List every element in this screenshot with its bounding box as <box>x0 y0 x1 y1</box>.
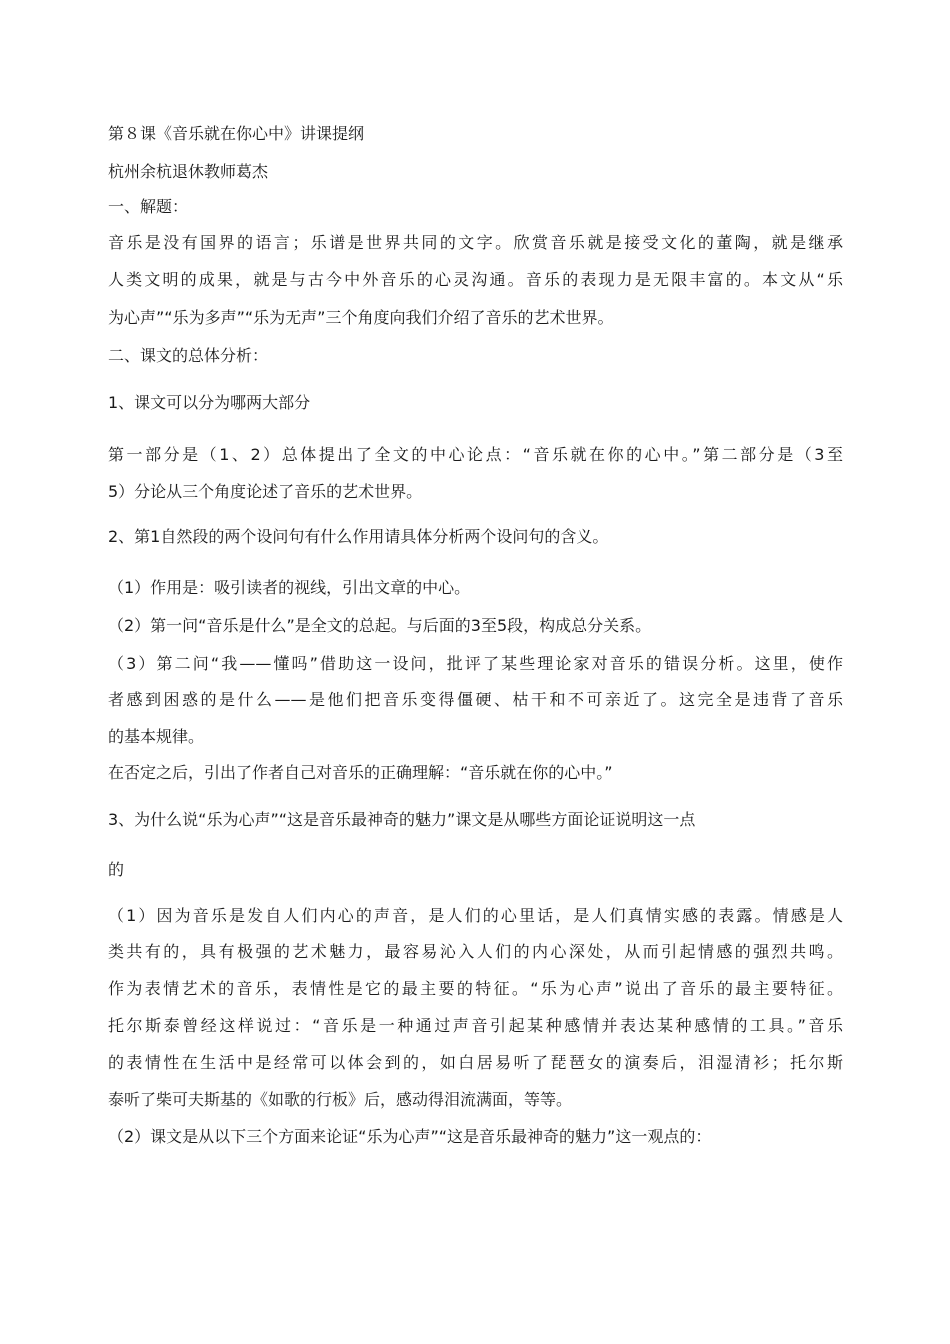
paragraph-line: 第一部分是（1、2）总体提出了全文的中心论点：“音乐就在你的心中。”第二部分是（3至 <box>108 445 843 464</box>
answer-line: （1）因为音乐是发自人们内心的声音，是人们的心里话，是人们真情实感的表露。情感是人 <box>108 906 843 925</box>
paragraph-line: 音乐是没有国界的语言；乐谱是世界共同的文字。欣赏音乐就是接受文化的董陶，就是继承 <box>108 233 843 252</box>
answer-line: 的基本规律。 <box>108 727 205 746</box>
answer-line: 托尔斯泰曾经这样说过：“音乐是一种通过声音引起某种感情并表达某种感情的工具。”音乐 <box>108 1016 843 1035</box>
document-title: 第８课《音乐就在你心中》讲课提纲 <box>108 124 365 143</box>
question-line: 的 <box>108 860 125 879</box>
answer-line: （3）第二问“我——懂吗”借助这一设问，批评了某些理论家对音乐的错误分析。这里，使作 <box>108 654 843 673</box>
question-line: 3、为什么说“乐为心声”“这是音乐最神奇的魅力”课文是从哪些方面论证说明这一点 <box>108 810 696 829</box>
paragraph-line: 人类文明的成果，就是与古今中外音乐的心灵沟通。音乐的表现力是无限丰富的。本文从“乐 <box>108 270 843 289</box>
answer-line: （2）课文是从以下三个方面来论证“乐为心声”“这是音乐最神奇的魅力”这一观点的： <box>108 1127 712 1146</box>
section-heading: 一、解题： <box>108 197 189 216</box>
answer-line: （1）作用是：吸引读者的视线，引出文章的中心。 <box>108 578 471 597</box>
document-author: 杭州余杭退休教师葛杰 <box>108 162 269 181</box>
section-heading: 二、课文的总体分析： <box>108 346 269 365</box>
answer-line: 的表情性在生活中是经常可以体会到的，如白居易听了琵琶女的演奏后，泪湿清衫；托尔斯 <box>108 1053 843 1072</box>
question-line: 2、第1自然段的两个设问句有什么作用请具体分析两个设问句的含义。 <box>108 527 609 546</box>
paragraph-line: 在否定之后，引出了作者自己对音乐的正确理解：“音乐就在你的心中。” <box>108 763 613 782</box>
paragraph-line: 为心声”“乐为多声”“乐为无声”三个角度向我们介绍了音乐的艺术世界。 <box>108 308 614 327</box>
answer-line: 类共有的，具有极强的艺术魅力，最容易沁入人们的内心深处，从而引起情感的强烈共鸣。 <box>108 942 843 961</box>
answer-line: （2）第一问“音乐是什么”是全文的总起。与后面的3至5段，构成总分关系。 <box>108 616 652 635</box>
answer-line: 作为表情艺术的音乐，表情性是它的最主要的特征。“乐为心声”说出了音乐的最主要特征。 <box>108 979 843 998</box>
question-line: 1、课文可以分为哪两大部分 <box>108 393 311 412</box>
paragraph-line: 5）分论从三个角度论述了音乐的艺术世界。 <box>108 482 423 501</box>
answer-line: 者感到困惑的是什么——是他们把音乐变得僵硬、枯干和不可亲近了。这完全是违背了音乐 <box>108 690 843 709</box>
answer-line: 泰听了柴可夫斯基的《如歌的行板》后，感动得泪流满面，等等。 <box>108 1090 573 1109</box>
